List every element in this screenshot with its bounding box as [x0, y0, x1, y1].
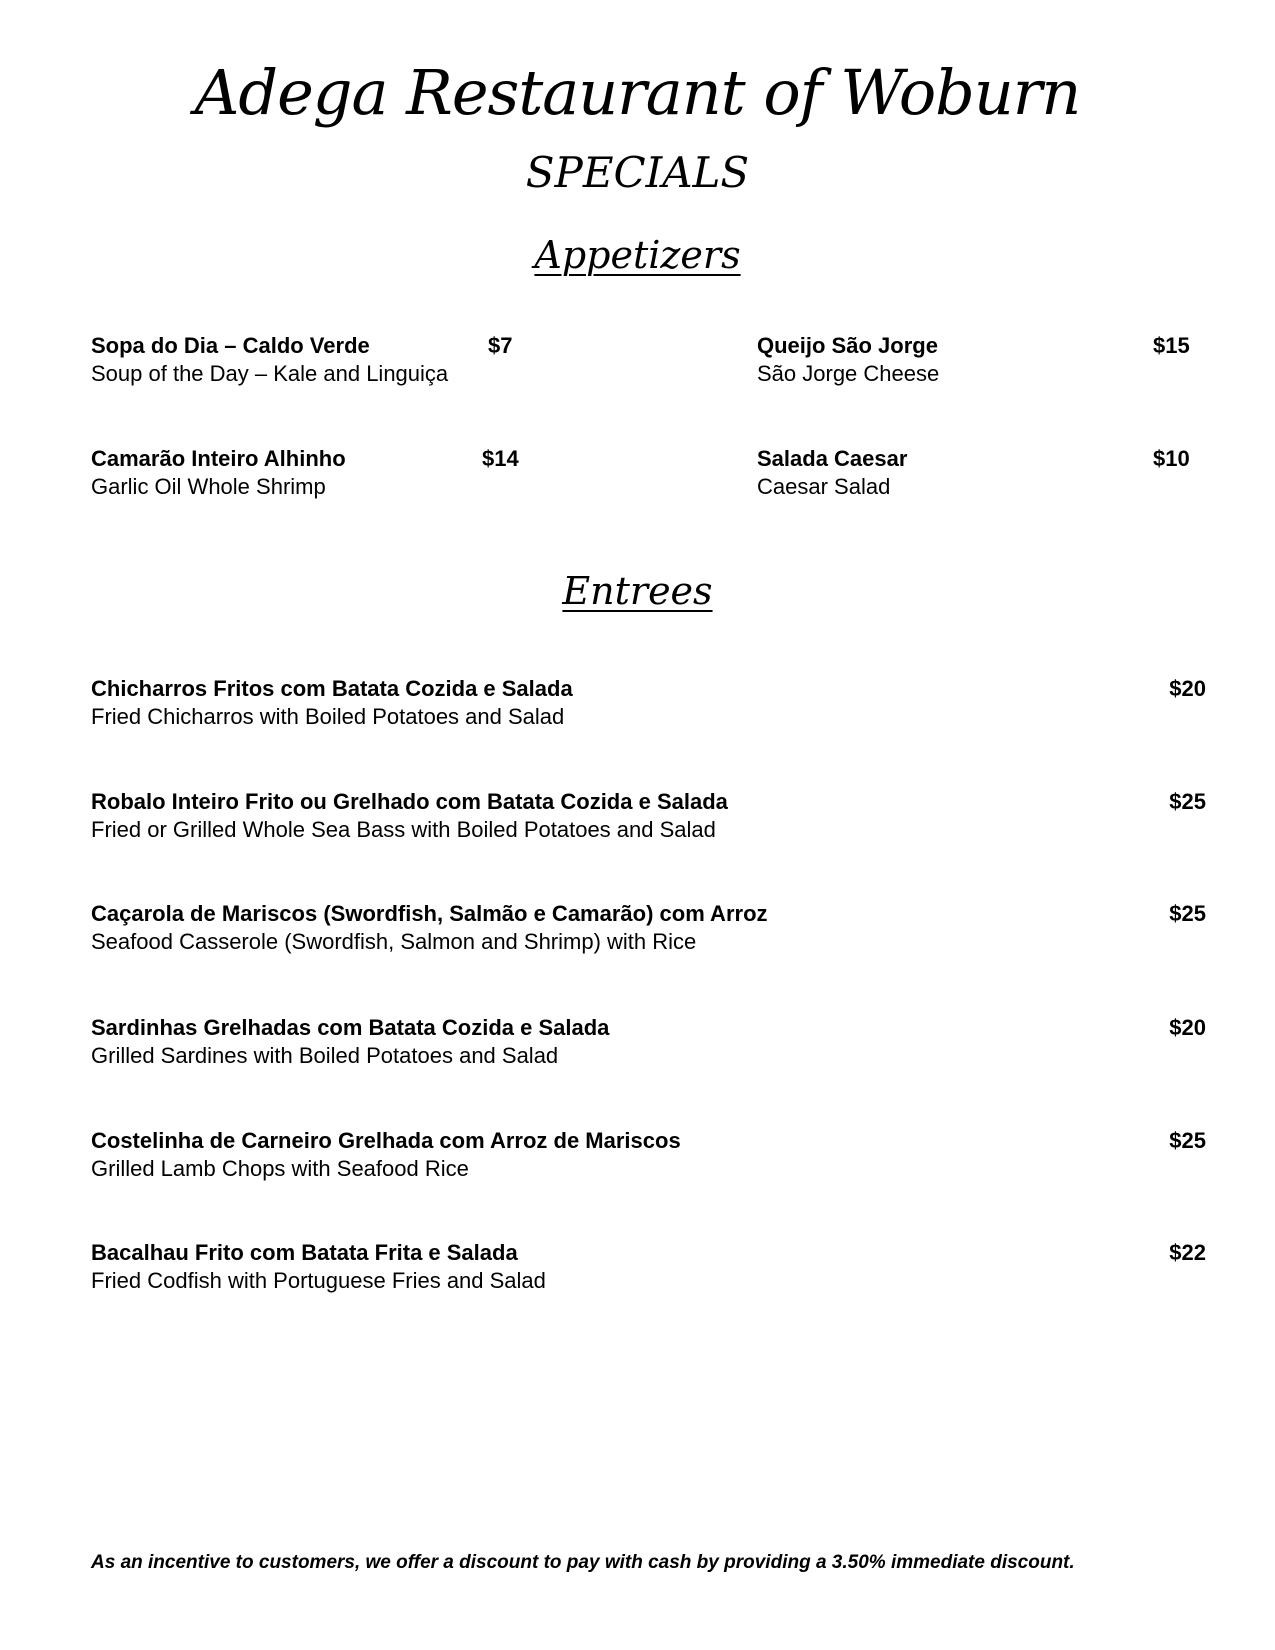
appetizer-description: Caesar Salad — [757, 474, 891, 499]
appetizer-item — [757, 332, 939, 388]
entree-price: $25 — [1169, 789, 1206, 814]
entree-name: Bacalhau Frito com Batata Frita e Salada — [91, 1240, 518, 1265]
appetizer-item — [91, 332, 448, 388]
appetizers-heading-text: Appetizers — [534, 233, 741, 277]
entree-name: Sardinhas Grelhadas com Batata Cozida e Salada — [91, 1015, 610, 1040]
entree-price: $22 — [1169, 1240, 1206, 1265]
appetizer-name: Sopa do Dia – Caldo Verde — [91, 333, 370, 358]
restaurant-title: Adega Restaurant of Woburn — [194, 56, 1081, 129]
entree-price: $25 — [1169, 901, 1206, 926]
appetizer-price: $15 — [1153, 333, 1190, 358]
appetizer-name: Salada Caesar — [757, 446, 908, 471]
entree-description: Seafood Casserole (Swordfish, Salmon and Shrimp) with Rice — [91, 929, 697, 954]
entree-name: Costelinha de Carneiro Grelhada com Arroz de Mariscos — [91, 1128, 681, 1153]
entree-item — [91, 1014, 1206, 1074]
entrees-heading — [0, 569, 1275, 613]
entree-name: Caçarola de Mariscos (Swordfish, Salmão e Camarão) com Arroz — [91, 901, 768, 926]
entree-item — [91, 1239, 1206, 1299]
entree-description: Grilled Lamb Chops with Seafood Rice — [91, 1156, 469, 1181]
entree-description: Grilled Sardines with Boiled Potatoes and Salad — [91, 1043, 559, 1068]
cash-discount-note: As an incentive to customers, we offer a discount to pay with cash by providing a 3.50% immediate discount. — [91, 1552, 1075, 1573]
appetizers-heading — [0, 233, 1275, 277]
appetizer-price: $7 — [488, 333, 513, 358]
entree-description: Fried Codfish with Portuguese Fries and Salad — [91, 1268, 546, 1293]
appetizer-description: Soup of the Day – Kale and Linguiça — [91, 361, 449, 386]
entree-item — [91, 900, 1206, 960]
entree-price: $25 — [1169, 1128, 1206, 1153]
entree-item — [91, 788, 1206, 848]
appetizer-name: Camarão Inteiro Alhinho — [91, 446, 346, 471]
appetizer-item — [757, 445, 907, 501]
appetizer-price: $14 — [482, 446, 519, 471]
entree-item — [91, 675, 1206, 735]
specials-subtitle: SPECIALS — [525, 148, 750, 197]
entrees-heading-text: Entrees — [562, 569, 713, 613]
appetizer-item — [91, 445, 346, 501]
entree-description: Fried Chicharros with Boiled Potatoes and Salad — [91, 704, 565, 729]
entree-price: $20 — [1169, 1015, 1206, 1040]
entree-name: Robalo Inteiro Frito ou Grelhado com Batata Cozida e Salada — [91, 789, 728, 814]
appetizer-description: Garlic Oil Whole Shrimp — [91, 474, 326, 499]
entree-description: Fried or Grilled Whole Sea Bass with Boiled Potatoes and Salad — [91, 817, 716, 842]
entree-item — [91, 1127, 1206, 1187]
entree-name: Chicharros Fritos com Batata Cozida e Salada — [91, 676, 573, 701]
appetizer-description: São Jorge Cheese — [757, 361, 940, 386]
entree-price: $20 — [1169, 676, 1206, 701]
appetizer-name: Queijo São Jorge — [757, 333, 938, 358]
appetizer-price: $10 — [1153, 446, 1190, 471]
